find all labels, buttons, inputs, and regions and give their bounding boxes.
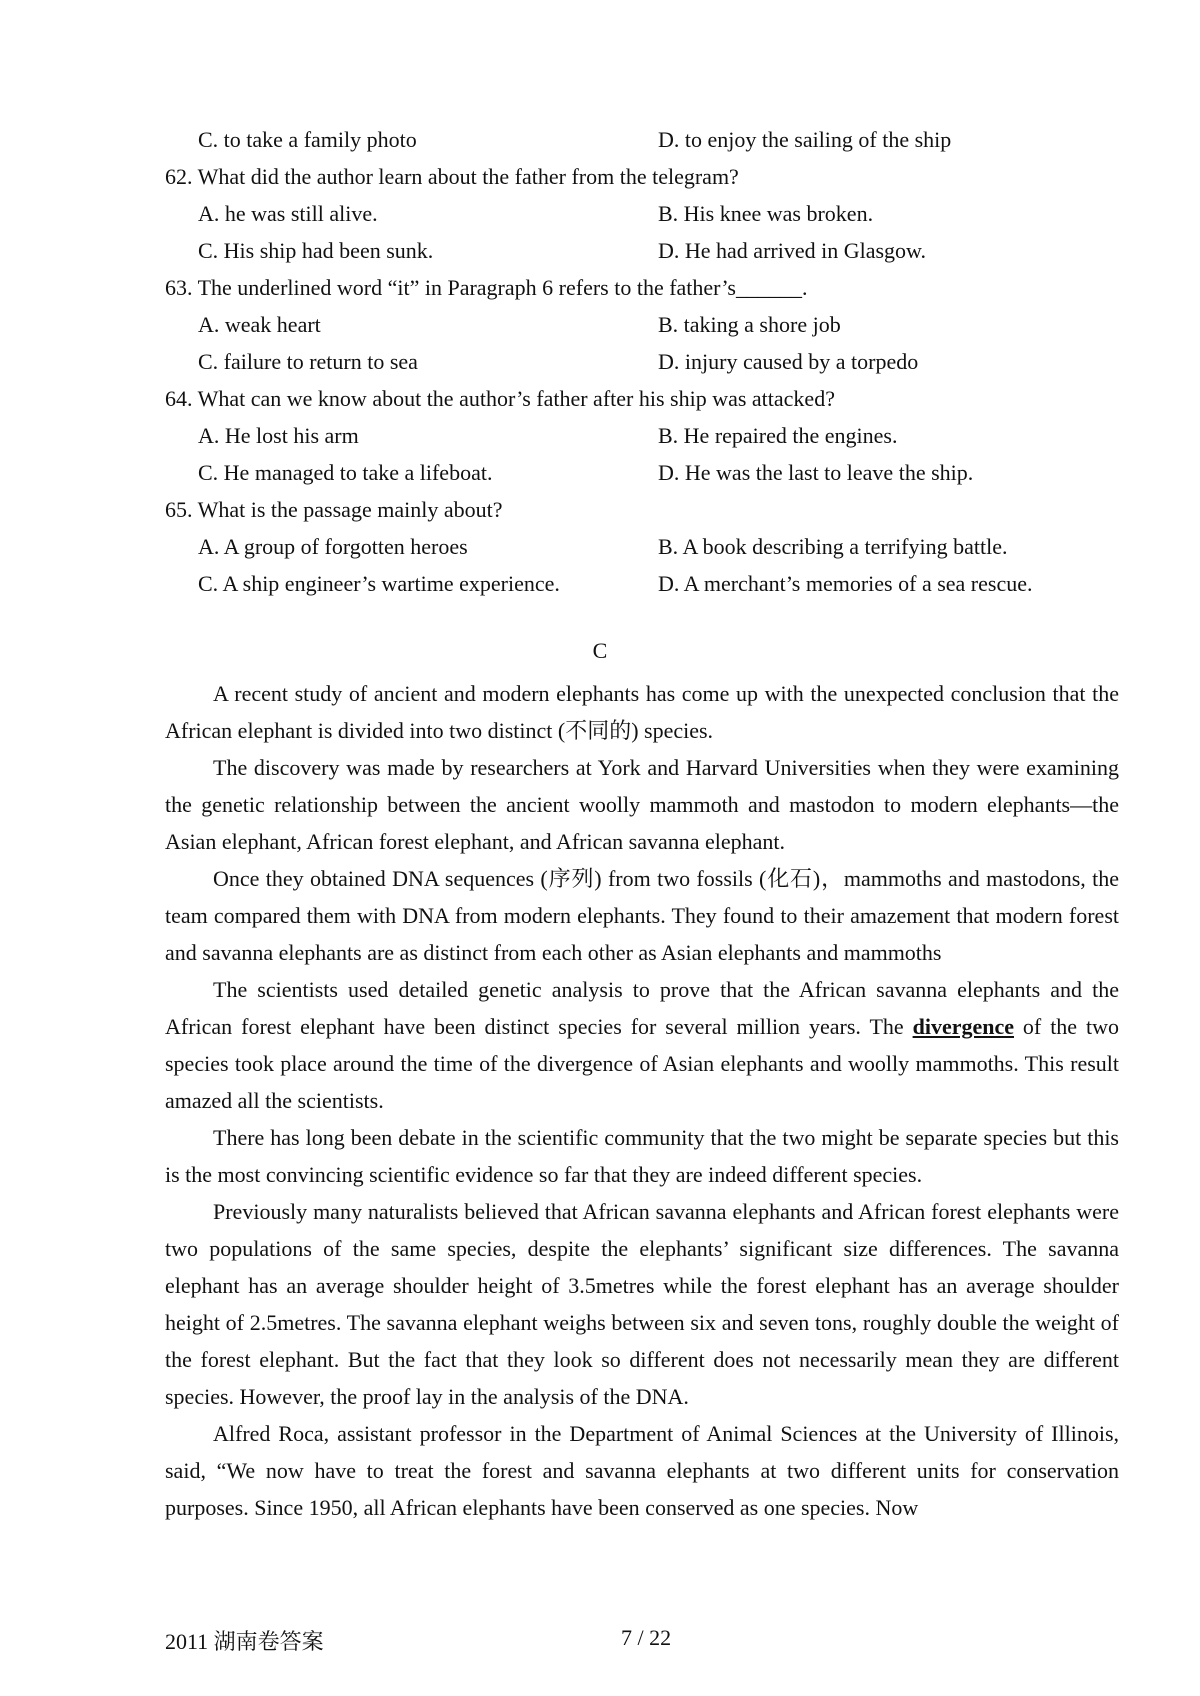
paragraph: There has long been debate in the scientific community that the two might be separate species but this is the most convincing scientific evidence so far that they are indeed different species. <box>165 1125 1119 1187</box>
option-d: D. injury caused by a torpedo <box>658 349 919 374</box>
options-row <box>165 306 1125 343</box>
option-a: A. weak heart <box>198 312 321 337</box>
question-stem-62: 62. What did the author learn about the father from the telegram? <box>165 164 739 189</box>
paragraph: A recent study of ancient and modern elephants has come up with the unexpected conclusion that the African elephant is divided into two distinct (不同的) species. <box>165 681 1119 743</box>
option-d: D. He had arrived in Glasgow. <box>658 238 926 263</box>
option-c: C. failure to return to sea <box>198 349 418 374</box>
options-row <box>165 232 1125 269</box>
option-a: A. A group of forgotten heroes <box>198 534 468 559</box>
option-a: A. He lost his arm <box>198 423 359 448</box>
underlined-word: divergence <box>912 1014 1014 1039</box>
option-a: A. he was still alive. <box>198 201 378 226</box>
paragraph-text: The scientists used detailed genetic analysis to prove that the African savanna elephants and the African forest elephant have been distinct species for several million years. The <box>165 977 1119 1039</box>
options-row <box>165 121 1125 158</box>
question-stem-64: 64. What can we know about the author’s father after his ship was attacked? <box>165 386 835 411</box>
options-row <box>165 565 1125 602</box>
option-c: C. His ship had been sunk. <box>198 238 434 263</box>
options-row <box>165 195 1125 232</box>
option-d: D. A merchant’s memories of a sea rescue. <box>658 571 1033 596</box>
option-b: B. A book describing a terrifying battle. <box>658 534 1008 559</box>
paragraph: Alfred Roca, assistant professor in the Department of Animal Sciences at the University of Illinois, said, “We now have to treat the forest and savanna elephants at two different units for conservation purposes. Since 1950, all African elephants have been conserved as one species. Now <box>165 1421 1119 1520</box>
option-b: B. He repaired the engines. <box>658 423 898 448</box>
option-d: D. to enjoy the sailing of the ship <box>658 127 952 152</box>
option-d: D. He was the last to leave the ship. <box>658 460 974 485</box>
paragraph: Once they obtained DNA sequences (序列) from two fossils (化石)，mammoths and mastodons, the team compared them with DNA from modern elephants. They found to their amazement that modern forest and savanna elephants are as distinct from each other as Asian elephants and mammoths <box>165 866 1119 965</box>
page-number: 7 / 22 <box>621 1625 672 1650</box>
reading-passage <box>165 675 1119 1526</box>
paragraph-text: of the two species took place around the time of the divergence of Asian elephants and woolly mammoths. This result amazed all the scientists. <box>165 1014 1120 1113</box>
option-c: C. He managed to take a lifeboat. <box>198 460 493 485</box>
options-row <box>165 528 1125 565</box>
option-c: C. to take a family photo <box>198 127 417 152</box>
question-block <box>165 121 1125 602</box>
paragraph: The discovery was made by researchers at York and Harvard Universities when they were examining the genetic relationship between the ancient woolly mammoth and mastodon to modern elephants—the Asian elephant, African forest elephant, and African savanna elephant. <box>165 755 1119 854</box>
question-stem-63: 63. The underlined word “it” in Paragraph 6 refers to the father’s______. <box>165 275 808 300</box>
paragraph: Previously many naturalists believed that African savanna elephants and African forest elephants were two populations of the same species, despite the elephants’ significant size differences. The savanna elephant has an average shoulder height of 3.5metres while the forest elephant has an average shoulder height of 2.5metres. The savanna elephant weighs between six and seven tons, roughly double the weight of the forest elephant. But the fact that they look so different does not necessarily mean they are different species. However, the proof lay in the analysis of the DNA. <box>165 1199 1119 1409</box>
option-b: B. His knee was broken. <box>658 201 874 226</box>
options-row <box>165 454 1125 491</box>
question-stem-65: 65. What is the passage mainly about? <box>165 497 503 522</box>
options-row <box>165 417 1125 454</box>
paragraph <box>165 971 1119 1119</box>
section-heading: C <box>592 638 608 663</box>
footer-title: 2011 湖南卷答案 <box>165 1629 324 1654</box>
option-c: C. A ship engineer’s wartime experience. <box>198 571 560 596</box>
option-b: B. taking a shore job <box>658 312 841 337</box>
options-row <box>165 343 1125 380</box>
